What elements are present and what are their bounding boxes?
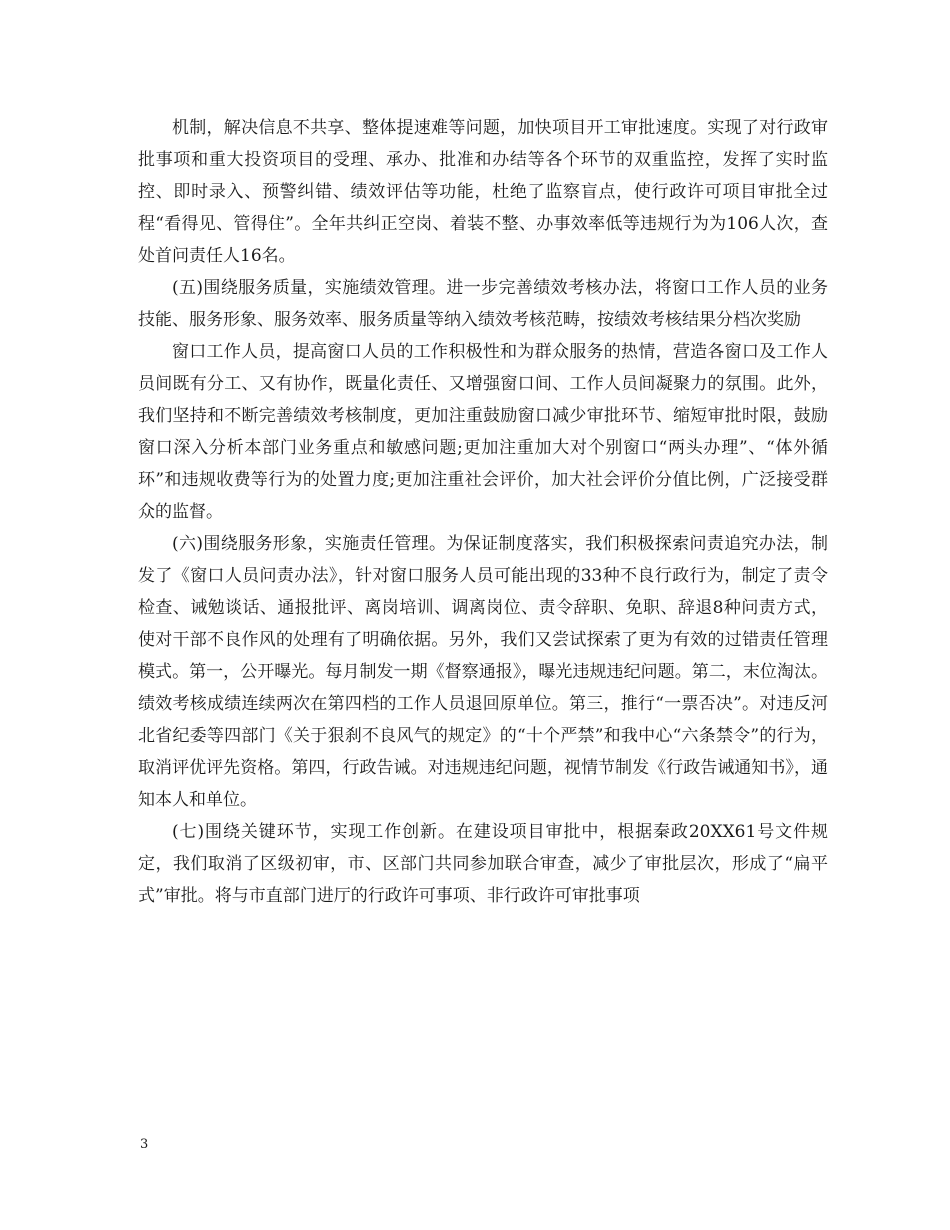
body-text	[138, 112, 828, 912]
page-number: 3	[140, 1137, 149, 1152]
paragraph-1: 机制，解决信息不共享、整体提速难等问题，加快项目开工审批速度。实现了对行政审批事项和重大投资项目的受理、承办、批准和办结等各个环节的双重监控，发挥了实时监控、即时录入、预警纠错、绩效评估等功能，杜绝了监察盲点，使行政许可项目审批全过程“看得见、管得住”。全年共纠正空岗、着装不整、办事效率低等违规行为为106人次，查处首问责任人16名。	[138, 118, 828, 266]
paragraph-5: (七)围绕关键环节，实现工作创新。在建设项目审批中，根据秦政20XX61号文件规定，我们取消了区级初审，市、区部门共同参加联合审查，减少了审批层次，形成了“扁平式”审批。将与市直部门进厅的行政许可事项、非行政许可审批事项	[138, 822, 828, 906]
paragraph-4: (六)围绕服务形象，实施责任管理。为保证制度落实，我们积极探索问责追究办法，制发了《窗口人员问责办法》，针对窗口服务人员可能出现的33种不良行政行为，制定了责令检查、诫勉谈话、通报批评、离岗培训、调离岗位、责令辞职、免职、辞退8种问责方式，使对干部不良作风的处理有了明确依据。另外，我们又尝试探索了更为有效的过错责任管理模式。第一，公开曝光。每月制发一期《督察通报》，曝光违规违纪问题。第二，末位淘汰。绩效考核成绩连续两次在第四档的工作人员退回原单位。第三，推行“一票否决”。对违反河北省纪委等四部门《关于狠刹不良风气的规定》的“十个严禁”和我中心“六条禁令”的行为，取消评优评先资格。第四，行政告诫。对违规违纪问题，视情节制发《行政告诫通知书》，通知本人和单位。	[138, 534, 828, 810]
paragraph-3: 窗口工作人员，提高窗口人员的工作积极性和为群众服务的热情，营造各窗口及工作人员间既有分工、又有协作，既量化责任、又增强窗口间、工作人员间凝聚力的氛围。此外，我们坚持和不断完善绩效考核制度，更加注重鼓励窗口减少审批环节、缩短审批时限，鼓励窗口深入分析本部门业务重点和敏感问题;更加注重加大对个别窗口“两头办理”、“体外循环”和违规收费等行为的处置力度;更加注重社会评价，加大社会评价分值比例，广泛接受群众的监督。	[138, 342, 828, 522]
paragraph-2: (五)围绕服务质量，实施绩效管理。进一步完善绩效考核办法，将窗口工作人员的业务技能、服务形象、服务效率、服务质量等纳入绩效考核范畴，按绩效考核结果分档次奖励	[138, 278, 828, 330]
